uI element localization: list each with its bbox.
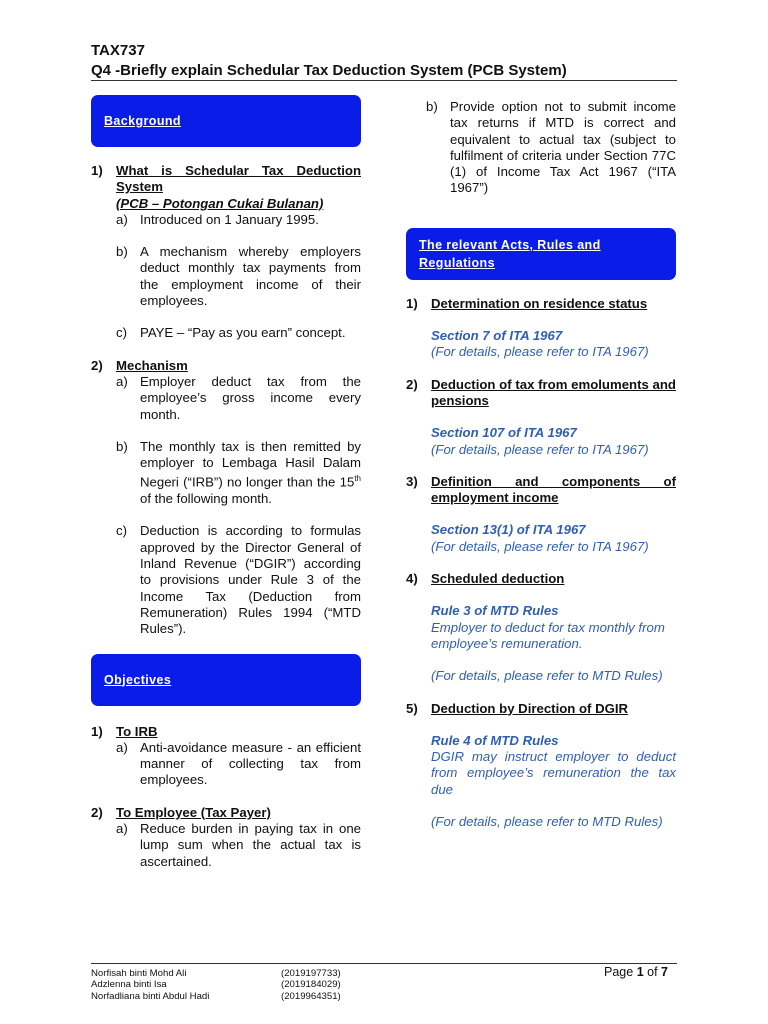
course-code: TAX737 [91,42,145,59]
list-item: c) PAYE – “Pay as you earn” concept. [116,325,346,341]
author-list [91,968,341,1002]
section-heading: Scheduled deduction [431,571,565,587]
header-divider [91,80,677,81]
footer-divider [91,963,677,964]
right-column [406,99,676,830]
acts-banner [406,228,676,280]
reference-title: Section 13(1) of ITA 1967 [431,522,586,538]
background-banner-label: Background [104,114,181,128]
reference-title: Section 7 of ITA 1967 [431,328,563,344]
pcb-subtitle: (PCB – Potongan Cukai Bulanan) [116,195,324,211]
list-item: b) The monthly tax is then remitted by employer to Lembaga Hasil Dalam Negeri (“IRB”) no longer than the 15th of the following month. [116,438,361,507]
section-heading: Determination on residence status [431,295,648,311]
reference-note: (For details, please refer to ITA 1967) [431,538,649,554]
acts-item: 4) Scheduled deduction Rule 3 of MTD Rules Employer to deduct for tax monthly from employee’s remuneration. (For details, please refer to MTD Rules) [406,571,676,684]
list-item: c) Deduction is according to formulas approved by the Director General of Inland Revenue (“DGIR”) according to provisions under Rule 3 of the Income Tax (Deduction from Remuneration) Rules 1994 (“MTD Rules”). [116,523,361,637]
author-row: Norfisah binti Mohd Ali (2019197733) [91,968,341,979]
reference-note: (For details, please refer to MTD Rules) [431,814,663,830]
section-heading: To Employee (Tax Payer) [116,804,271,820]
list-item: a) Introduced on 1 January 1995. [116,211,319,227]
objectives-banner [91,654,361,706]
acts-item: 1) Determination on residence status Section 7 of ITA 1967 (For details, please refer to ITA 1967) [406,296,676,361]
reference-title: Rule 3 of MTD Rules [431,603,559,619]
author-row: Norfadliana binti Abdul Hadi (2019964351) [91,990,341,1002]
section-number: 1) [91,163,103,178]
background-section-1 [91,163,361,342]
acts-item: 2) Deduction of tax from emoluments and pensions Section 107 of ITA 1967 (For details, please refer to ITA 1967) [406,376,676,457]
reference-title: Rule 4 of MTD Rules [431,732,559,748]
list-item: a) Employer deduct tax from the employee’s gross income every month. [116,373,361,422]
reference-title: Section 107 of ITA 1967 [431,425,577,441]
objectives-banner-label: Objectives [104,672,172,687]
left-column [91,95,361,870]
acts-item: 3) Definition and components of employment income Section 13(1) of ITA 1967 (For details, please refer to ITA 1967) [406,473,676,554]
list-item: a) Anti-avoidance measure - an efficient manner of collecting tax from employees. [116,739,361,788]
acts-item: 5) Deduction by Direction of DGIR Rule 4 of MTD Rules DGIR may instruct employer to deduct from employee’s remuneration the tax due (For details, please refer to MTD Rules) [406,700,676,830]
reference-note: (For details, please refer to MTD Rules) [431,668,663,684]
section-heading: To IRB [116,723,158,739]
objectives-section-1 [91,724,361,789]
objectives-section-2 [91,805,361,870]
reference-note: DGIR may instruct employer to deduct from employee’s remuneration the tax due [431,749,676,797]
reference-note: (For details, please refer to ITA 1967) [431,441,649,457]
background-banner [91,95,361,147]
page-number: Page 1 of 7 [604,965,668,979]
author-row: Adzlenna binti Isa (2019184029) [91,979,341,991]
section-heading: Mechanism [116,357,188,373]
list-item: b) Provide option not to submit income tax returns if MTD is correct and equivalent to actual tax (subject to fulfilment of criteria under Section 77C (1) of Income Tax Act 1967 (“ITA 1967”) [426,99,676,196]
section-heading: What is Schedular Tax Deduction System [116,163,361,195]
reference-note: (For details, please refer to ITA 1967) [431,344,649,360]
list-item: a) Reduce burden in paying tax in one lump sum when the actual tax is ascertained. [116,821,361,869]
section-number: 2) [91,357,103,373]
page-title: Q4 -Briefly explain Schedular Tax Deduction System (PCB System) [91,62,567,79]
section-heading: Definition and components of employment income [431,473,676,506]
list-item: b) A mechanism whereby employers deduct monthly tax payments from the employment income of their employees. [116,244,361,309]
reference-note: Employer to deduct for tax monthly from employee’s remuneration. [431,619,665,651]
acts-banner-label: The relevant Acts, Rules and Regulations [419,237,601,270]
section-number: 2) [91,804,103,820]
background-section-2 [91,358,361,638]
section-number: 1) [91,723,103,739]
section-heading: Deduction by Direction of DGIR [431,700,629,716]
section-heading: Deduction of tax from emoluments and pensions [431,376,676,408]
